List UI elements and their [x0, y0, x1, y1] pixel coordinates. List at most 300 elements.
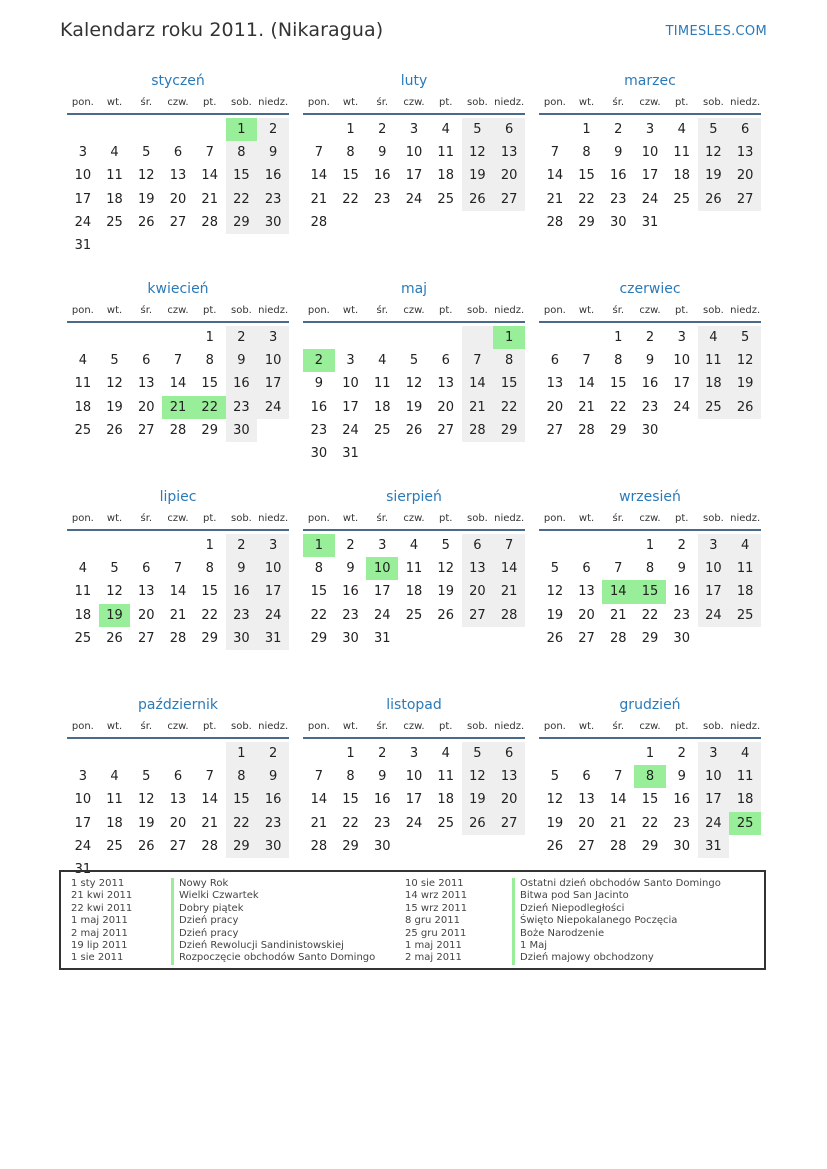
day-cell: 27 — [138, 630, 155, 646]
weekday-label: czw. — [167, 305, 189, 316]
day-cell: 17 — [698, 580, 730, 603]
month-name: styczeń — [151, 73, 205, 89]
empty-cell — [130, 534, 162, 557]
day-cell: 30 — [641, 422, 659, 438]
day-cell: 25 — [437, 815, 454, 831]
day-cell: 25 — [698, 396, 730, 419]
day-cell: 14 — [201, 168, 218, 184]
day-cell: 30 — [257, 211, 289, 234]
calendar-year — [67, 72, 761, 881]
day-cell: 10 — [366, 557, 398, 580]
day-cell: 31 — [641, 214, 659, 230]
day-cell: 16 — [641, 376, 659, 392]
week-row — [539, 580, 761, 603]
empty-cell — [99, 326, 131, 349]
weekday-label: pt. — [438, 97, 453, 108]
day-cell: 9 — [677, 561, 686, 577]
month-calendar — [303, 488, 525, 695]
day-cell: 10 — [405, 769, 423, 785]
day-cell: 12 — [106, 584, 123, 600]
day-cell: 24 — [673, 399, 690, 415]
week-row — [539, 141, 761, 164]
weekday-header — [67, 305, 289, 323]
day-cell: 8 — [205, 561, 214, 577]
weekday-label: wt. — [342, 721, 359, 732]
day-cell: 31 — [698, 835, 730, 858]
month-name: czerwiec — [619, 281, 681, 297]
day-cell: 22 — [194, 396, 226, 419]
weekday-label: czw. — [403, 513, 425, 524]
day-cell: 17 — [641, 168, 659, 184]
weekday-label: niedz. — [730, 305, 761, 316]
weekday-label: pon. — [543, 97, 566, 108]
day-cell: 20 — [578, 607, 595, 623]
weekday-label: pt. — [202, 305, 217, 316]
weekday-label: niedz. — [730, 721, 761, 732]
day-cell: 26 — [138, 214, 155, 230]
holiday-name: Ostatni dzień obchodów Santo Domingo — [520, 878, 721, 889]
week-row — [67, 234, 289, 257]
day-cell: 21 — [201, 191, 218, 207]
empty-cell — [257, 419, 289, 442]
weekday-label: pon. — [307, 721, 330, 732]
empty-cell — [226, 234, 258, 257]
day-cell: 13 — [169, 792, 187, 808]
day-cell: 12 — [546, 792, 564, 808]
weekday-label: sob. — [702, 97, 724, 108]
weekday-label: niedz. — [258, 721, 289, 732]
empty-cell — [462, 326, 494, 349]
empty-cell — [99, 534, 131, 557]
day-cell: 12 — [546, 584, 564, 600]
week-row — [303, 372, 525, 395]
day-cell: 23 — [610, 191, 627, 207]
day-cell: 3 — [78, 145, 87, 161]
empty-cell — [67, 742, 99, 765]
day-cell: 21 — [201, 815, 218, 831]
day-cell: 11 — [673, 145, 690, 161]
weekday-label: czw. — [403, 97, 425, 108]
empty-cell — [666, 419, 698, 442]
day-cell: 12 — [729, 349, 761, 372]
day-cell: 21 — [578, 399, 595, 415]
day-cell: 14 — [610, 792, 627, 808]
day-cell: 28 — [201, 214, 218, 230]
empty-cell — [398, 326, 430, 349]
day-cell: 10 — [342, 376, 359, 392]
day-cell: 16 — [257, 164, 289, 187]
empty-cell — [99, 234, 131, 257]
day-cell: 23 — [310, 422, 328, 438]
day-cell: 15 — [342, 792, 359, 808]
day-cell: 23 — [641, 399, 659, 415]
day-cell: 2 — [257, 742, 289, 765]
day-cell: 30 — [374, 838, 391, 854]
day-cell: 3 — [346, 353, 355, 369]
day-cell: 6 — [582, 561, 591, 577]
week-row — [67, 742, 289, 765]
weekday-label: sob. — [702, 305, 724, 316]
weekday-header — [67, 97, 289, 115]
day-cell: 30 — [310, 445, 328, 461]
day-cell: 17 — [405, 168, 423, 184]
month-calendar — [67, 72, 289, 279]
month-calendar — [539, 696, 761, 880]
day-cell: 19 — [405, 399, 423, 415]
day-cell: 4 — [698, 326, 730, 349]
day-cell: 20 — [437, 399, 454, 415]
day-cell: 28 — [169, 630, 187, 646]
day-cell: 11 — [374, 376, 391, 392]
day-cell: 5 — [462, 742, 494, 765]
week-row — [303, 442, 525, 465]
day-cell: 9 — [677, 769, 686, 785]
week-row — [539, 419, 761, 442]
day-cell: 16 — [374, 792, 391, 808]
day-cell: 22 — [201, 607, 218, 623]
week-row — [539, 372, 761, 395]
empty-cell — [303, 326, 335, 349]
empty-cell — [194, 234, 226, 257]
weekday-label: wt. — [106, 721, 123, 732]
day-cell: 25 — [729, 812, 761, 835]
week-row — [539, 742, 761, 765]
day-cell: 9 — [378, 145, 387, 161]
day-cell: 4 — [409, 538, 419, 553]
day-cell: 10 — [74, 792, 92, 808]
day-cell: 14 — [310, 168, 328, 184]
weekday-label: sob. — [230, 305, 252, 316]
day-cell: 17 — [374, 584, 391, 600]
empty-cell — [162, 118, 194, 141]
day-cell: 15 — [578, 168, 595, 184]
day-cell: 25 — [437, 191, 454, 207]
day-cell: 2 — [677, 538, 686, 553]
day-cell: 28 — [578, 422, 595, 438]
weekday-label: wt. — [578, 721, 595, 732]
day-cell: 6 — [142, 561, 151, 577]
day-cell: 14 — [493, 557, 525, 580]
empty-cell — [430, 211, 462, 234]
empty-cell — [194, 118, 226, 141]
day-cell: 20 — [546, 399, 564, 415]
weekday-label: pt. — [438, 721, 453, 732]
empty-cell — [430, 835, 462, 858]
day-cell: 6 — [441, 353, 450, 369]
holiday-date: 19 lip 2011 — [71, 939, 128, 951]
empty-cell — [67, 534, 99, 557]
day-cell: 13 — [729, 141, 761, 164]
month-calendar — [539, 280, 761, 487]
empty-cell — [729, 627, 761, 650]
weekday-label: czw. — [639, 513, 661, 524]
day-cell: 11 — [106, 792, 123, 808]
month-name: listopad — [386, 697, 442, 713]
day-cell: 18 — [405, 584, 423, 600]
day-cell: 7 — [205, 145, 214, 161]
month-name: grudzień — [619, 697, 681, 713]
day-cell: 5 — [729, 326, 761, 349]
day-cell: 16 — [257, 788, 289, 811]
day-cell: 4 — [78, 353, 87, 369]
day-cell: 7 — [173, 561, 183, 577]
day-cell: 25 — [74, 630, 92, 646]
day-cell: 29 — [342, 838, 359, 854]
day-cell: 19 — [437, 584, 454, 600]
empty-cell — [602, 534, 634, 557]
empty-cell — [366, 326, 398, 349]
day-cell: 26 — [729, 396, 761, 419]
day-cell: 2 — [378, 122, 387, 137]
day-cell: 18 — [74, 399, 92, 415]
day-cell: 19 — [729, 372, 761, 395]
week-row — [303, 788, 525, 811]
empty-cell — [571, 742, 603, 765]
day-cell: 18 — [673, 168, 690, 184]
weekday-header — [539, 305, 761, 323]
day-cell: 12 — [405, 376, 423, 392]
empty-cell — [162, 234, 194, 257]
empty-cell — [130, 742, 162, 765]
day-cell: 31 — [342, 445, 359, 461]
day-cell: 22 — [641, 607, 659, 623]
week-row — [303, 188, 525, 211]
month-name: marzec — [624, 73, 676, 89]
day-cell: 7 — [550, 145, 559, 161]
weekday-header — [539, 513, 761, 531]
week-row — [539, 349, 761, 372]
weekday-header — [303, 97, 525, 115]
day-cell: 7 — [582, 353, 591, 369]
day-cell: 26 — [546, 838, 564, 854]
week-row — [303, 419, 525, 442]
holiday-list — [59, 870, 766, 970]
day-cell: 13 — [138, 584, 155, 600]
holiday-name: 1 Maj — [520, 939, 548, 951]
day-cell: 22 — [641, 815, 659, 831]
day-cell: 23 — [226, 396, 258, 419]
day-cell: 23 — [374, 815, 391, 831]
day-cell: 15 — [201, 584, 218, 600]
day-cell: 18 — [437, 168, 454, 184]
day-cell: 13 — [546, 376, 564, 392]
day-cell: 13 — [493, 765, 525, 788]
week-row — [67, 372, 289, 395]
weekday-label: pt. — [202, 513, 217, 524]
day-cell: 21 — [610, 607, 627, 623]
weekday-label: pon. — [543, 721, 566, 732]
day-cell: 3 — [645, 122, 655, 137]
week-row — [67, 604, 289, 627]
weekday-label: pon. — [543, 305, 566, 316]
weekday-label: czw. — [403, 305, 425, 316]
day-cell: 20 — [169, 815, 187, 831]
day-cell: 30 — [610, 214, 627, 230]
month-calendar — [303, 696, 525, 880]
day-cell: 22 — [578, 191, 595, 207]
day-cell: 24 — [74, 214, 92, 230]
empty-cell — [162, 534, 194, 557]
weekday-label: pon. — [71, 513, 94, 524]
empty-cell — [602, 742, 634, 765]
day-cell: 29 — [493, 419, 525, 442]
day-cell: 14 — [546, 168, 564, 184]
day-cell: 29 — [641, 838, 659, 854]
month-name: wrzesień — [619, 489, 681, 505]
day-cell: 29 — [641, 630, 659, 646]
weekday-label: pt. — [674, 97, 689, 108]
day-cell: 14 — [602, 580, 634, 603]
empty-cell — [303, 742, 335, 765]
day-cell: 18 — [437, 792, 454, 808]
day-cell: 15 — [634, 580, 666, 603]
day-cell: 21 — [462, 396, 494, 419]
holiday-name: Dzień majowy obchodzony — [520, 952, 654, 964]
day-cell: 20 — [169, 191, 187, 207]
day-cell: 27 — [169, 214, 187, 230]
day-cell: 26 — [405, 422, 423, 438]
day-cell: 26 — [546, 630, 564, 646]
week-row — [67, 118, 289, 141]
day-cell: 23 — [374, 191, 391, 207]
day-cell: 7 — [614, 769, 623, 785]
day-cell: 22 — [493, 396, 525, 419]
day-cell: 22 — [226, 188, 258, 211]
day-cell: 19 — [138, 815, 155, 831]
day-cell: 23 — [673, 815, 690, 831]
day-cell: 12 — [138, 168, 155, 184]
day-cell: 1 — [205, 330, 214, 345]
day-cell: 17 — [673, 376, 690, 392]
day-cell: 18 — [729, 580, 761, 603]
day-cell: 15 — [610, 376, 627, 392]
day-cell: 19 — [546, 607, 564, 623]
weekday-label: śr. — [376, 97, 389, 108]
weekday-header — [539, 97, 761, 115]
day-cell: 28 — [169, 422, 187, 438]
weekday-label: śr. — [140, 513, 153, 524]
day-cell: 23 — [257, 188, 289, 211]
holiday-date: 2 maj 2011 — [71, 927, 128, 939]
day-cell: 6 — [173, 769, 183, 785]
weekday-label: wt. — [106, 305, 123, 316]
week-row — [67, 812, 289, 835]
weekday-label: wt. — [106, 513, 123, 524]
day-cell: 16 — [226, 580, 258, 603]
day-cell: 29 — [201, 422, 218, 438]
holiday-name: Dzień Rewolucji Sandinistowskiej — [179, 939, 344, 951]
day-cell: 26 — [698, 188, 730, 211]
weekday-label: sob. — [466, 513, 488, 524]
holiday-names-right — [512, 878, 721, 965]
day-cell: 6 — [550, 353, 559, 369]
month-calendar — [303, 280, 525, 487]
day-cell: 28 — [493, 604, 525, 627]
weekday-label: śr. — [376, 721, 389, 732]
day-cell: 5 — [142, 145, 151, 161]
day-cell: 12 — [462, 765, 494, 788]
day-cell: 25 — [374, 422, 391, 438]
weekday-label: wt. — [342, 513, 359, 524]
day-cell: 30 — [342, 630, 359, 646]
weekday-header — [539, 721, 761, 739]
holiday-name: Boże Narodzenie — [520, 927, 605, 939]
day-cell: 9 — [645, 353, 655, 369]
holiday-dates-right — [405, 878, 500, 965]
week-row — [67, 164, 289, 187]
day-cell: 3 — [698, 742, 730, 765]
weekday-header — [67, 513, 289, 531]
day-cell: 3 — [409, 746, 419, 761]
weekday-label: czw. — [167, 721, 189, 732]
day-cell: 18 — [374, 399, 391, 415]
holiday-date: 1 sty 2011 — [71, 878, 125, 889]
week-row — [67, 580, 289, 603]
day-cell: 29 — [310, 630, 328, 646]
day-cell: 20 — [578, 815, 595, 831]
weekday-header — [67, 721, 289, 739]
week-row — [303, 534, 525, 557]
day-cell: 9 — [257, 765, 289, 788]
day-cell: 2 — [677, 746, 686, 761]
empty-cell — [194, 742, 226, 765]
day-cell: 27 — [578, 630, 595, 646]
day-cell: 29 — [578, 214, 595, 230]
day-cell: 16 — [610, 168, 627, 184]
week-row — [539, 534, 761, 557]
day-cell: 14 — [578, 376, 595, 392]
day-cell: 11 — [698, 349, 730, 372]
day-cell: 10 — [257, 349, 289, 372]
empty-cell — [493, 442, 525, 465]
day-cell: 4 — [78, 561, 87, 577]
weekday-label: sob. — [702, 721, 724, 732]
day-cell: 1 — [205, 538, 214, 553]
weekday-label: sob. — [230, 97, 252, 108]
day-cell: 4 — [110, 145, 119, 161]
day-cell: 26 — [106, 630, 123, 646]
day-cell: 14 — [201, 792, 218, 808]
day-cell: 3 — [409, 122, 419, 137]
day-cell: 30 — [673, 838, 690, 854]
empty-cell — [539, 534, 571, 557]
empty-cell — [698, 211, 730, 234]
day-cell: 20 — [493, 788, 525, 811]
day-cell: 27 — [138, 422, 155, 438]
empty-cell — [430, 326, 462, 349]
weekday-label: niedz. — [494, 305, 525, 316]
week-row — [67, 534, 289, 557]
day-cell: 8 — [314, 561, 323, 577]
week-row — [67, 211, 289, 234]
day-cell: 11 — [729, 557, 761, 580]
day-cell: 19 — [462, 788, 494, 811]
holiday-date: 2 maj 2011 — [405, 952, 462, 964]
brand-link[interactable]: TIMESLES.COM — [665, 24, 767, 39]
empty-cell — [398, 442, 430, 465]
weekday-label: śr. — [140, 305, 153, 316]
week-row — [539, 812, 761, 835]
day-cell: 4 — [441, 746, 450, 761]
empty-cell — [729, 419, 761, 442]
weekday-label: niedz. — [494, 721, 525, 732]
day-cell: 18 — [729, 788, 761, 811]
weekday-label: sob. — [230, 721, 252, 732]
day-cell: 28 — [201, 838, 218, 854]
day-cell: 6 — [493, 742, 525, 765]
weekday-label: pon. — [71, 305, 94, 316]
week-row — [539, 557, 761, 580]
